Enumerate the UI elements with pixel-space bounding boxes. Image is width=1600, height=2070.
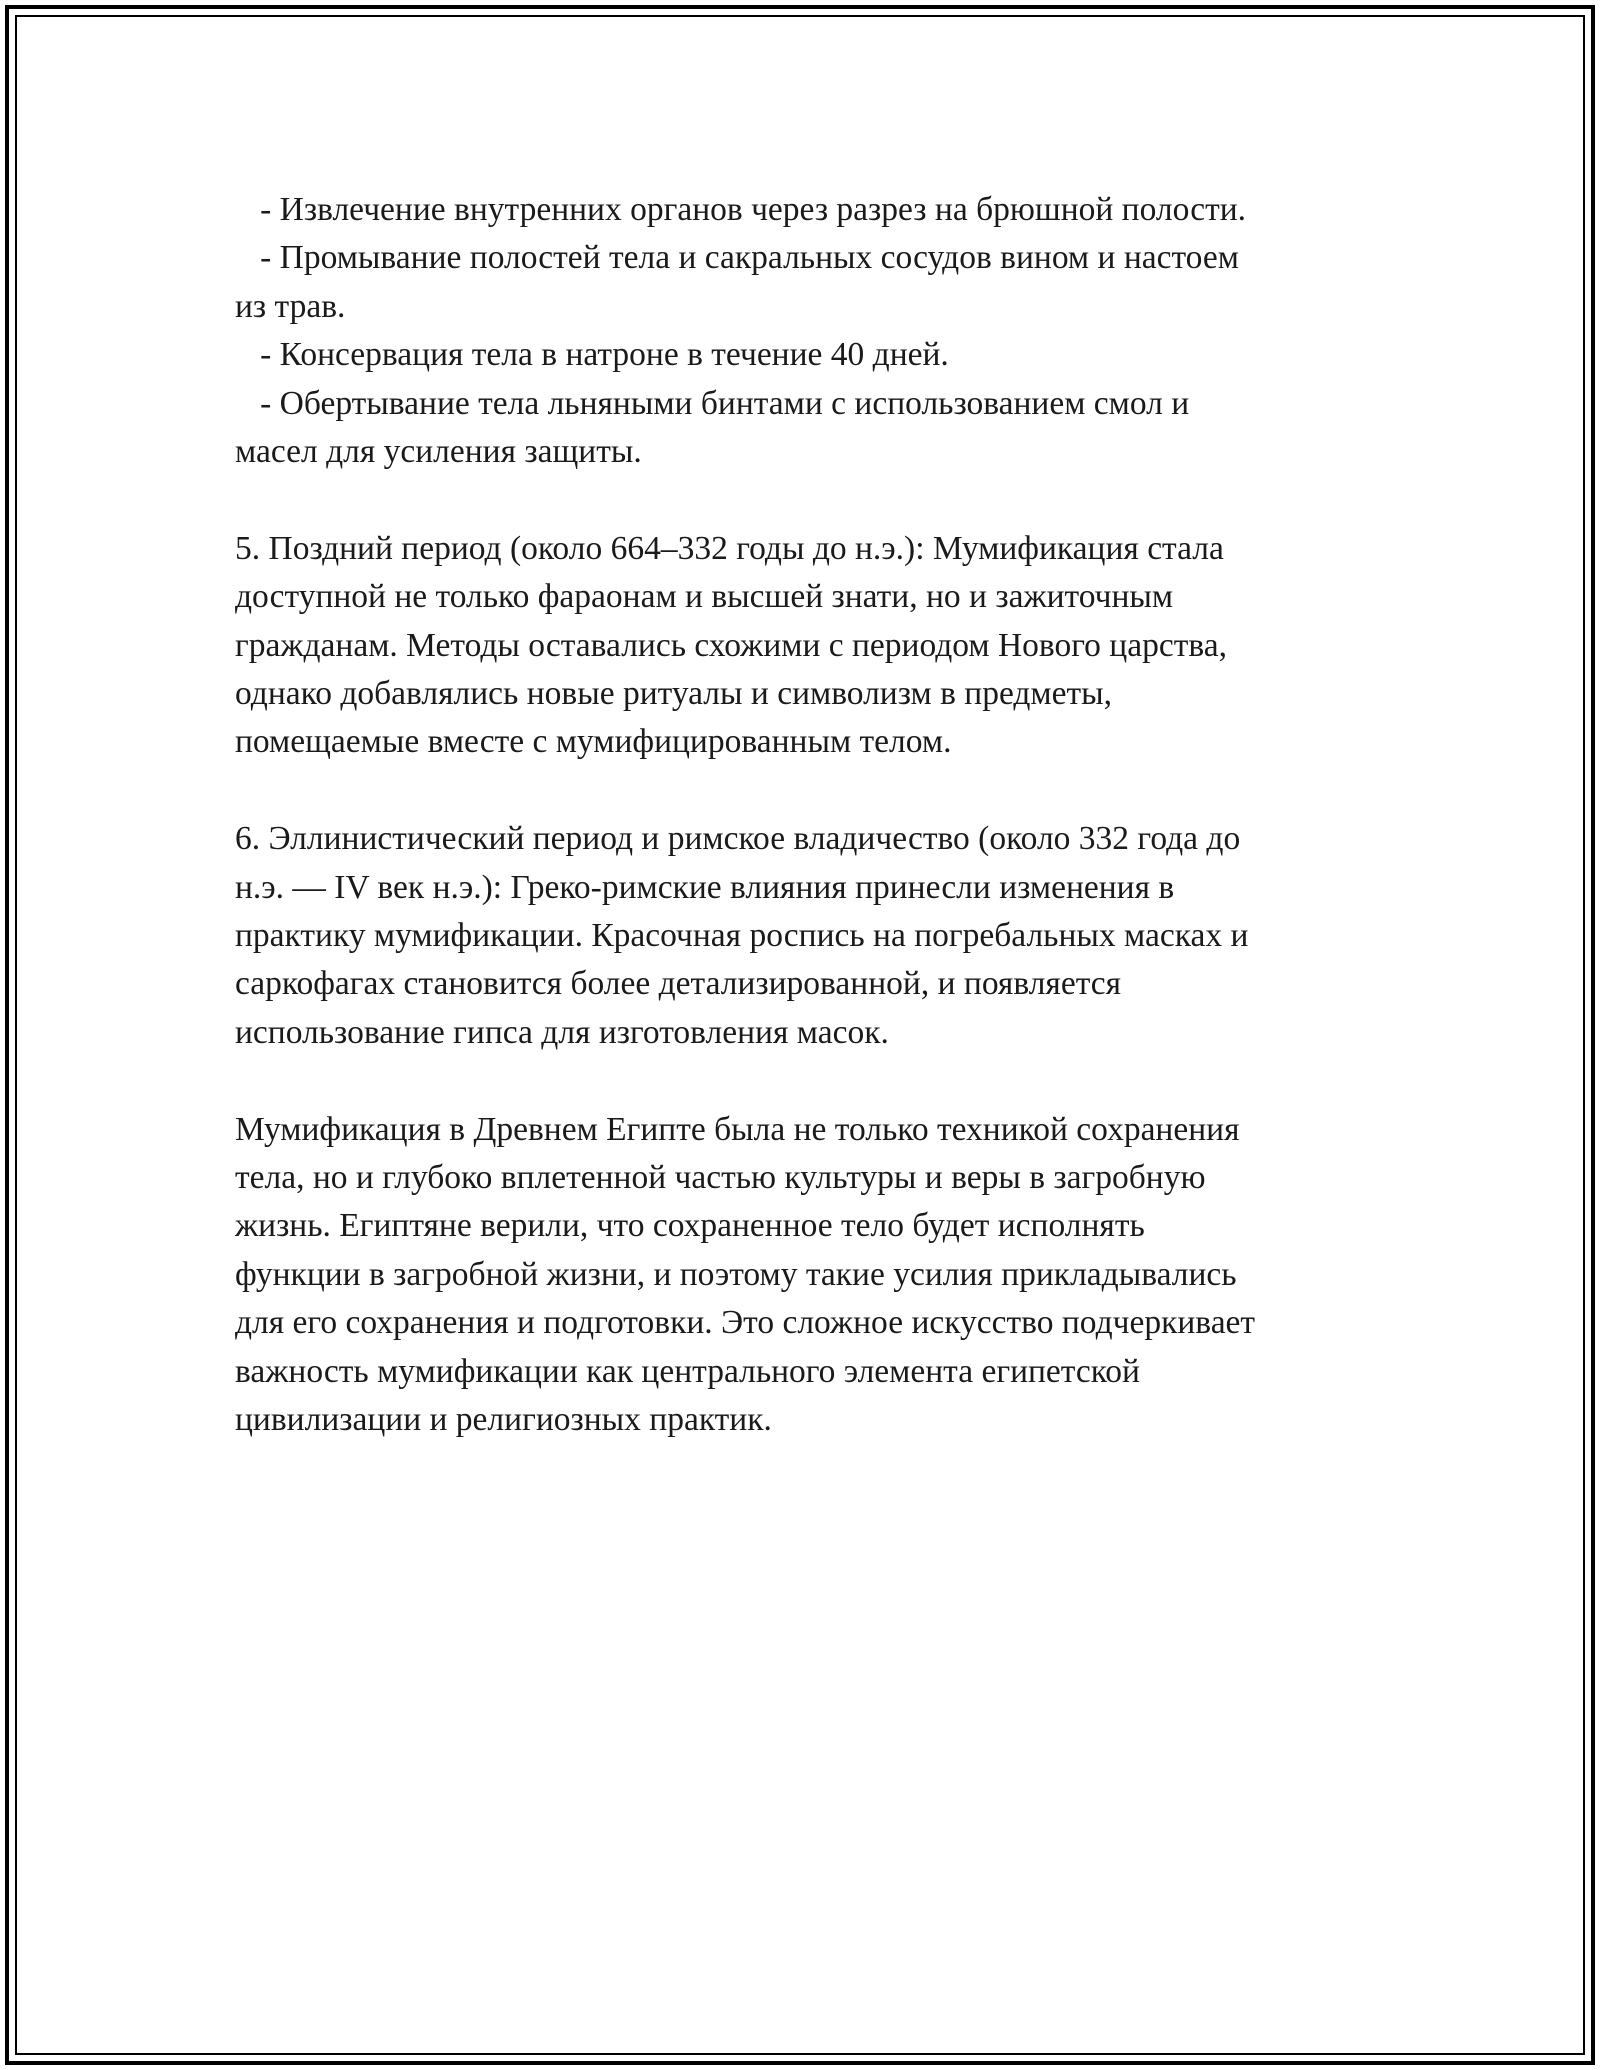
list-item-linen-wrapping: - Обертывание тела льняными бинтами с использованием смол и масел для усиления защиты. (235, 384, 1190, 471)
list-item-organ-removal: - Извлечение внутренних органов через разрез на брюшной полости. (235, 191, 1247, 228)
paragraph-conclusion: Мумификация в Древнем Египте была не только техникой сохранения тела, но и глубоко вплетенной частью культуры и веры в загробную жизнь. Египтяне верили, что сохраненное тело будет исполнять функции в загробной жизни, и поэтому такие усилия прикладывались для его сохранения и подготовки. Это сложное искусство подчеркивает важность мумификации как центрального элемента египетской цивилизации и религиозных практик. (235, 1110, 1256, 1439)
list-item-cavity-washing: - Промывание полостей тела и сакральных сосудов вином и настоем из трав. (235, 239, 1239, 325)
paragraph-hellenistic-period: 6. Эллинистический период и римское владичество (около 332 года до н.э. — IV век н.э.): Греко-римские влияния принесли изменения в практику мумификации. Красочная роспись на погребальных масках и саркофагах становится более детализированной, и появляется использование гипса для изготовления масок. (235, 820, 1249, 1051)
list-item-natron-preservation: - Консервация тела в натроне в течение 40 дней. (235, 336, 949, 374)
document-body (235, 186, 1385, 1445)
paragraph-late-period: 5. Поздний период (около 664–332 годы до н.э.): Мумификация стала доступной не только фараонам и высшей знати, но и зажиточным гражданам. Методы оставались схожими с периодом Нового царства, однако добавлялись новые ритуалы и символизм в предметы, помещаемые вместе с мумифицированным телом. (235, 529, 1227, 761)
